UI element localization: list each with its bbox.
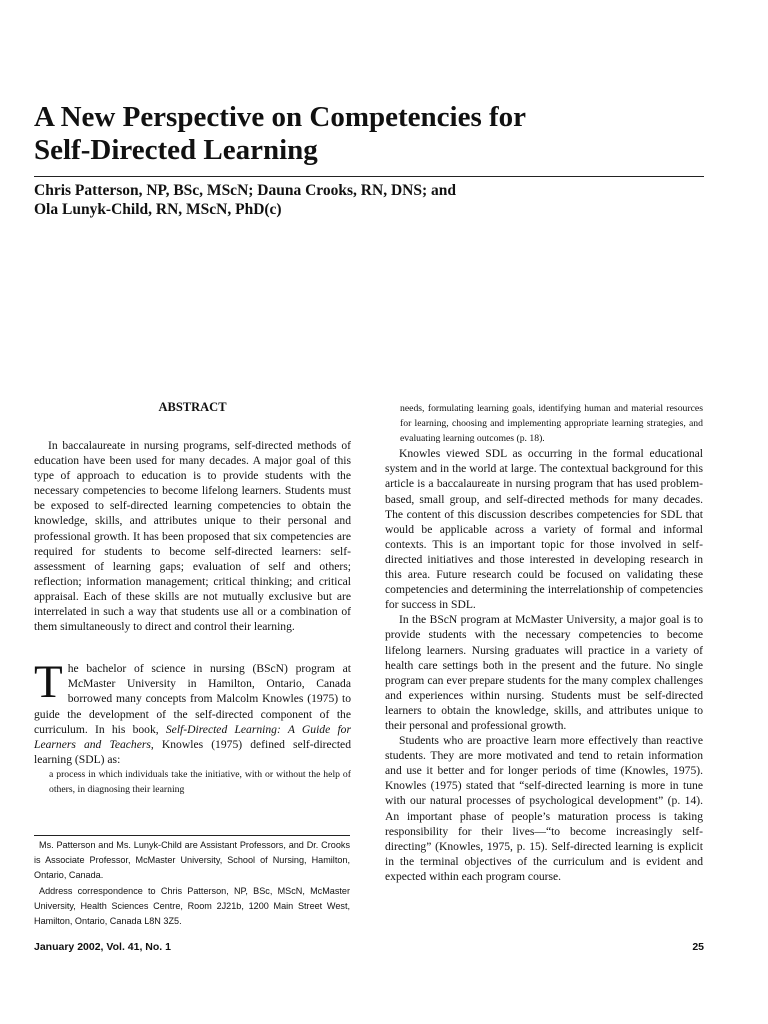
article-title [34,101,714,167]
intro-paragraph [34,656,351,767]
footnote-affiliation: Ms. Patterson and Ms. Lunyk-Child are Assistant Professors, and Dr. Crooks is Associate Professor, McMaster University, School of Nursing, Hamilton, Ontario, Canada. [34,840,350,881]
block-quote-start: a process in which individuals take the initiative, with or without the help of others, in diagnosing their learning [49,768,351,795]
right-column [385,401,703,884]
title-line: A New Perspective on Competencies for [34,101,527,133]
author-list [34,181,704,219]
drop-cap: T [34,656,63,709]
body-paragraph: Knowles viewed SDL as occurring in the formal educational system and in the world at large. The contextual background for this article is a baccalaureate in nursing program that has used problem-based, small group, and self-directed methods for many decades. The content of this discussion describes competencies for SDL that would be applicable across a variety of formal and informal contexts. This is an important topic for those involved in self-directed initiatives and those interested in developing research in this area. Future research could be focused on validating these competencies and determining the interrelationship of competencies for success in SDL. [385,447,703,612]
footnote [34,838,350,929]
body-paragraph: Students who are proactive learn more effectively than reactive students. They are more motivated and tend to retain information and use it better and for longer periods of time (Knowles, 1975). Knowles (1975) stated that “self-directed learning is more in tune with our natural processes of psychological development” (p. 14). An important phase of people’s maturation process is taking responsibility for their lives—“to become increasingly self-directing” (Knowles, 1975, p. 15). Self-directed learning is explicit in the terminal objectives of the curriculum and is evident and expected within each program course. [385,734,703,883]
journal-issue: January 2002, Vol. 41, No. 1 [34,941,171,953]
footnote-correspondence: Address correspondence to Chris Patterson, NP, BSc, MScN, McMaster University, Health Sciences Centre, Room 2J21b, 1200 Main Street West, Hamilton, Ontario, Canada L8N 3Z5. [34,885,350,927]
title-line: Self-Directed Learning [34,134,318,166]
abstract-body: In baccalaureate in nursing programs, self-directed methods of education have been used for many decades. A major goal of this type of approach to education is to provide students with the necessary competencies to become lifelong learners. Students must be exposed to self-directed learning competencies to obtain the knowledge, skills, and attributes unique to their personal and professional growth. It has been proposed that six competencies are required for students to become self-directed learners: self-assessment of learning gaps; evaluation of self and others; reflection; information management; critical thinking; and critical appraisal. Each of these skills are not mutually exclusive but are interrelated in such a way that students use all or a combination of them simultaneously to direct and control their learning. [34,439,351,634]
intro-text [34,656,351,767]
author-line: Ola Lunyk-Child, RN, MScN, PhD(c) [34,201,282,218]
body-paragraph: In the BScN program at McMaster University, a major goal is to provide students with the necessary competencies to become lifelong learners. Nursing graduates will practice in a variety of health care settings both in the present and the future. No single program can ever prepare students for the many complex challenges and experiences within nursing. Students must be self-directed learners to obtain the knowledge, skills, and attributes unique to their personal and professional growth. [385,613,703,732]
abstract-heading: ABSTRACT [158,400,227,414]
intro-text-a: he bachelor of science in nursing (BScN) program at McMaster University in Hamilton, Ontario, Canada borrowed many concepts from Malcolm Knowles (1975) to guide the development of the self-directed component of the curriculum. In his book, [34,662,351,736]
author-line: Chris Patterson, NP, BSc, MScN; Dauna Crooks, RN, DNS; and [34,182,456,199]
left-column [34,398,351,797]
book-title: Self-Directed Learning: A Guide for Learners and Teachers [34,722,351,751]
block-quote-continued: needs, formulating learning goals, identifying human and material resources for learning, choosing and implementing appropriate learning strategies, and evaluating learning outcomes (p. 18). [400,403,703,445]
page-number: 25 [692,941,704,953]
intro-text-b: , Knowles (1975) defined self-directed learning (SDL) as: [34,737,351,766]
title-rule [34,176,704,177]
footnote-rule [34,835,350,836]
